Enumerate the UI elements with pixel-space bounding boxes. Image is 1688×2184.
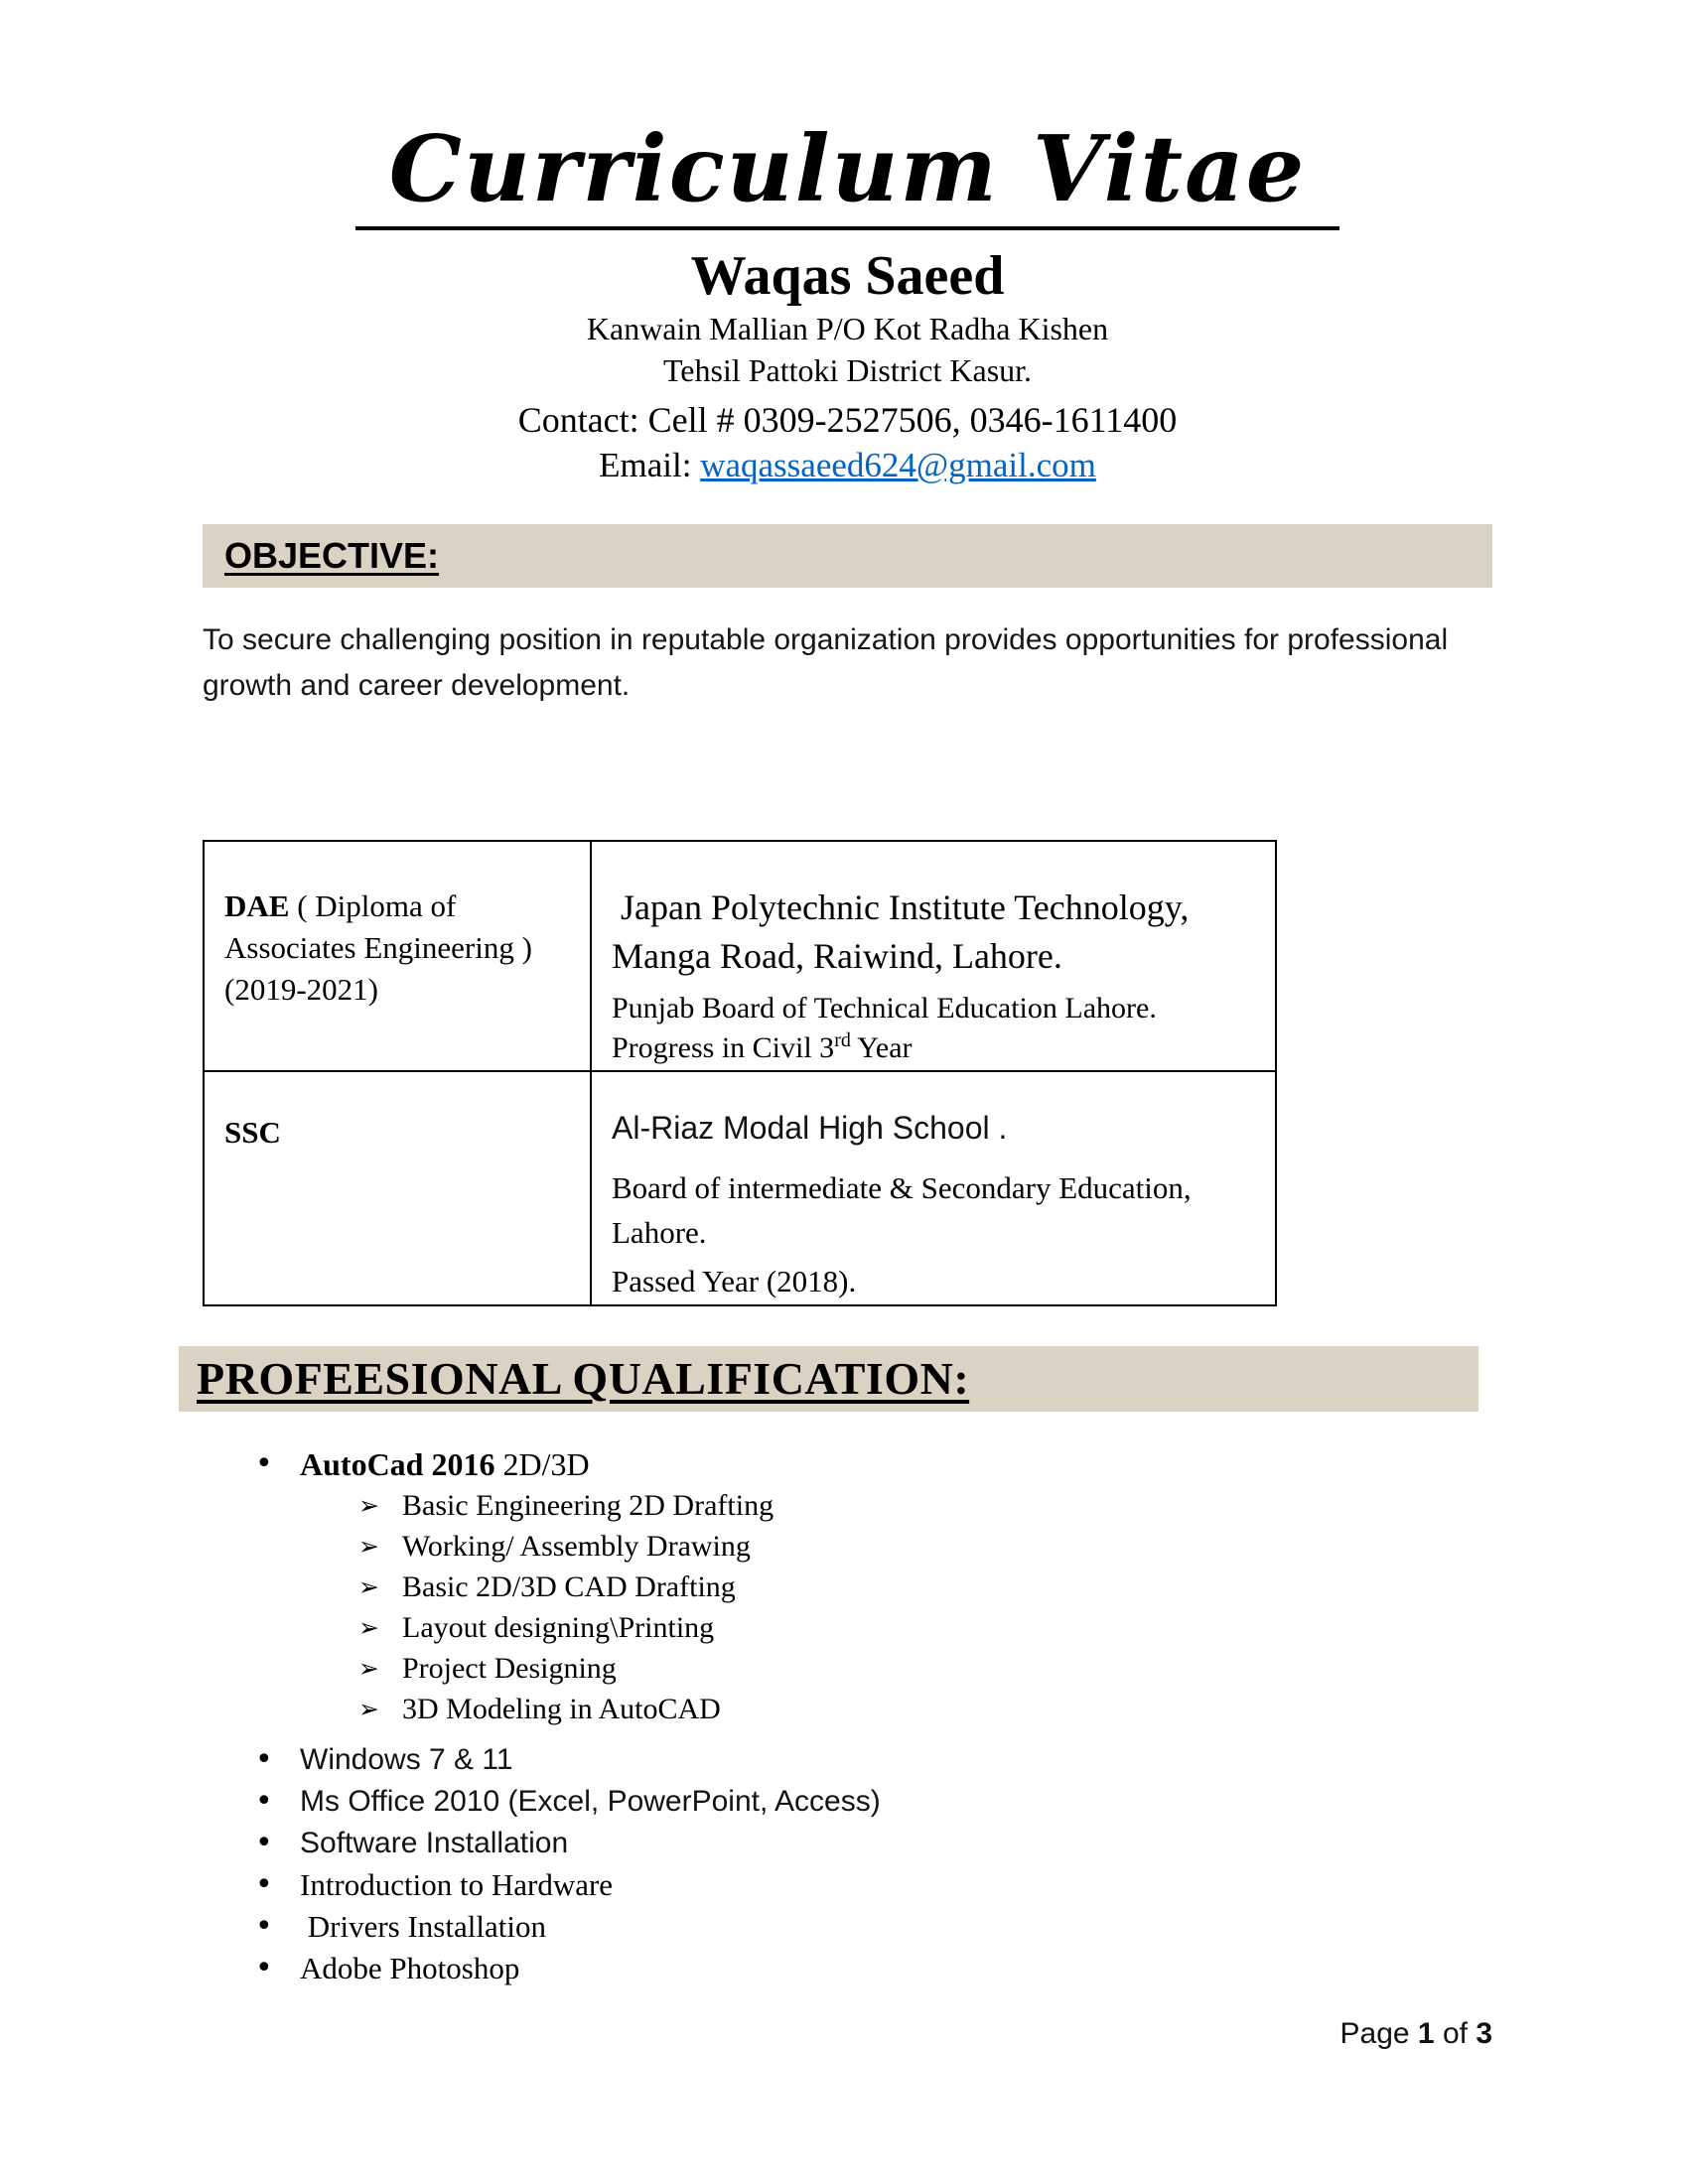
- objective-heading: OBJECTIVE:: [224, 534, 440, 576]
- cv-script-title: Curriculum Vitae: [355, 117, 1339, 230]
- sub-item-label: Basic Engineering 2D Drafting: [402, 1488, 774, 1522]
- list-item: [203, 1948, 1492, 1989]
- professional-section-bar: [179, 1346, 1478, 1412]
- objective-text: To secure challenging position in reputable organization provides opportunities for professional growth and career development.: [203, 622, 1449, 703]
- email-link[interactable]: waqassaeed624@gmail.com: [700, 446, 1096, 485]
- list-item-label: AutoCad 2016 2D/3D: [300, 1445, 590, 1482]
- sub-item-label: 3D Modeling in AutoCAD: [402, 1692, 721, 1725]
- list-item: [203, 1823, 1492, 1864]
- arrow-bullet-icon: ➢: [358, 1571, 379, 1601]
- sub-list-item: [203, 1607, 1492, 1648]
- list-item: [203, 1739, 1492, 1781]
- bullet-icon: •: [255, 1445, 273, 1481]
- list-item: [203, 1781, 1492, 1823]
- sub-list-item: [203, 1526, 1492, 1567]
- qualification-label: SSC: [224, 1114, 281, 1150]
- list-item-label: Software Installation: [300, 1826, 569, 1859]
- bullet-icon: •: [255, 1950, 273, 1985]
- passed-year-line: Passed Year (2018).: [612, 1263, 857, 1298]
- arrow-bullet-icon: ➢: [358, 1653, 379, 1683]
- bullet-icon: •: [255, 1783, 273, 1819]
- professional-heading: PROFEESIONAL QUALIFICATION:: [197, 1353, 970, 1405]
- arrow-bullet-icon: ➢: [358, 1531, 379, 1561]
- institute-cell-dae: [591, 841, 1276, 1071]
- list-item-label: Introduction to Hardware: [300, 1866, 614, 1902]
- email-label: Email:: [599, 446, 692, 485]
- institute-cell-ssc: [591, 1071, 1276, 1305]
- email-line: [203, 443, 1492, 488]
- bullet-icon: •: [255, 1866, 273, 1902]
- sub-item-label: Project Designing: [402, 1651, 617, 1685]
- qualification-cell-ssc: [204, 1071, 591, 1305]
- bullet-icon: •: [255, 1741, 273, 1777]
- sub-list-item: [203, 1689, 1492, 1729]
- cv-header: [203, 0, 1492, 488]
- page-number: Page 1 of 3: [1339, 2017, 1492, 2050]
- arrow-bullet-icon: ➢: [358, 1490, 379, 1520]
- list-item-label: Drivers Installation: [300, 1908, 546, 1944]
- school-name-line: Al-Riaz Modal High School .: [612, 1109, 1008, 1146]
- list-item: [203, 1906, 1492, 1948]
- address-line-2: Tehsil Pattoki District Kasur.: [662, 352, 1033, 389]
- board-line: Board of intermediate & Secondary Education,: [612, 1169, 1192, 1205]
- skills-list: [203, 1443, 1492, 1989]
- bullet-icon: •: [255, 1908, 273, 1944]
- sub-list-item: [203, 1567, 1492, 1607]
- list-item-autocad: [203, 1443, 1492, 1485]
- sub-item-label: Working/ Assembly Drawing: [402, 1529, 751, 1563]
- address-line-1: Kanwain Mallian P/O Kot Radha Kishen: [586, 311, 1109, 347]
- bullet-icon: •: [255, 1825, 273, 1860]
- education-table: [203, 840, 1277, 1306]
- sub-list-item: [203, 1648, 1492, 1689]
- list-item-label: Ms Office 2010 (Excel, PowerPoint, Access): [300, 1784, 881, 1818]
- contact-line: Contact: Cell # 0309-2527506, 0346-1611400: [517, 399, 1178, 440]
- list-item-label: Adobe Photoshop: [300, 1950, 520, 1985]
- board-line: Lahore.: [612, 1214, 707, 1250]
- arrow-bullet-icon: ➢: [358, 1612, 379, 1642]
- board-line: Punjab Board of Technical Education Lahore.: [612, 991, 1157, 1024]
- progress-line: Progress in Civil 3rd Year: [612, 1028, 913, 1064]
- person-name: Waqas Saeed: [690, 244, 1005, 307]
- sub-item-label: Basic 2D/3D CAD Drafting: [402, 1570, 736, 1603]
- list-item: [203, 1864, 1492, 1906]
- list-item-label: Windows 7 & 11: [300, 1742, 513, 1776]
- qualification-cell-dae: [204, 841, 591, 1071]
- qualification-label: DAE ( Diploma of Associates Engineering ) (2019-2021): [224, 887, 540, 1007]
- sub-list-item: [203, 1485, 1492, 1526]
- education-row-ssc: [204, 1071, 1276, 1305]
- objective-section-bar: [203, 524, 1492, 588]
- arrow-bullet-icon: ➢: [358, 1694, 379, 1723]
- education-row-dae: [204, 841, 1276, 1071]
- institute-name-line: Japan Polytechnic Institute Technology,: [612, 887, 1190, 927]
- sub-item-label: Layout designing\Printing: [402, 1610, 715, 1644]
- institute-name-line: Manga Road, Raiwind, Lahore.: [612, 935, 1062, 976]
